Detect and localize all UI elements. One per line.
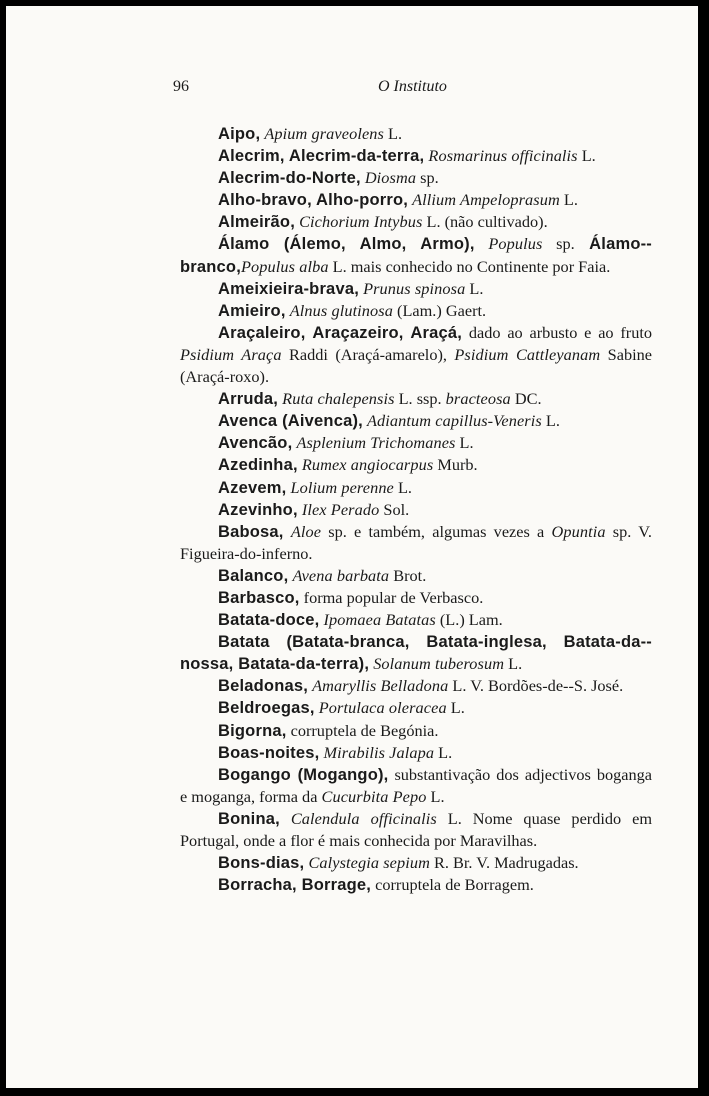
glossary-entry <box>180 233 652 277</box>
common-name: Bigorna, <box>218 721 287 740</box>
scientific-name: Aloe <box>290 521 322 541</box>
common-name: Barbasco, <box>218 588 300 607</box>
entry-text: L. Nome quase perdido em Portugal, onde a flor é mais conhecida por Maravilhas. <box>180 808 652 850</box>
common-name: Arruda, <box>218 390 279 409</box>
glossary-entry <box>180 720 652 742</box>
entry-text: L. mais conhecido no Continente por Faia. <box>328 256 611 276</box>
scientific-name: Psidium Cattleyanam <box>454 344 601 364</box>
glossary-list <box>180 123 652 896</box>
entry-text: sp. <box>416 168 439 188</box>
scientific-name: Prunus spinosa <box>363 278 466 298</box>
scientific-name: Ruta chalepensis <box>282 389 395 409</box>
common-name: Ameixieira-brava, <box>218 279 359 298</box>
common-name: Bons-dias, <box>218 854 305 873</box>
common-name: Azedinha, <box>218 456 298 475</box>
common-name: Beldroegas, <box>218 699 315 718</box>
entry-text: L. ssp. <box>394 389 446 409</box>
glossary-entry <box>180 609 652 631</box>
page-number: 96 <box>173 78 189 95</box>
book-page <box>6 6 698 1088</box>
entry-text: R. Br. V. Madrugadas. <box>429 853 579 873</box>
scientific-name: Rosmarinus officinalis <box>428 146 578 166</box>
entry-text: L. (não cultivado). <box>422 212 548 232</box>
scientific-name: Asplenium Trichomanes <box>296 433 456 453</box>
entry-text: corruptela de Borragem. <box>371 875 534 895</box>
common-name: Álamo--branco, <box>180 235 652 276</box>
scientific-name: Ipomaea Batatas <box>323 610 436 630</box>
scientific-name: Avena barbata <box>292 565 390 585</box>
entry-text: L. <box>446 698 465 718</box>
entry-text: L. V. Bordões-de--S. José. <box>448 676 624 696</box>
common-name: Alho-bravo, Alho-porro, <box>218 191 409 210</box>
glossary-entry <box>180 454 652 476</box>
glossary-entry <box>180 123 652 145</box>
entry-text: dado ao arbusto e ao fruto <box>462 322 653 342</box>
entry-text: Brot. <box>389 565 427 585</box>
scientific-name: Apium graveolens <box>264 124 384 143</box>
entry-text: Sol. <box>379 499 410 519</box>
glossary-entry <box>180 322 652 388</box>
common-name: Beladonas, <box>218 677 309 696</box>
scientific-name: Rumex angiocarpus <box>301 455 434 475</box>
glossary-entry <box>180 852 652 874</box>
glossary-entry <box>180 278 652 300</box>
glossary-entry <box>180 697 652 719</box>
entry-text: L. <box>393 477 412 497</box>
scientific-name: Cucurbita Pepo <box>321 786 427 806</box>
common-name: Batata (Batata-branca, Batata-inglesa, Batata-da--nossa, Batata-da-terra), <box>180 633 652 674</box>
common-name: Alecrim-do-Norte, <box>218 169 361 188</box>
entry-text: (Lam.) Gaert. <box>392 300 487 320</box>
glossary-entry <box>180 587 652 609</box>
scientific-name: Adiantum capillus-Veneris <box>367 411 542 431</box>
scientific-name: Populus alba <box>241 256 329 276</box>
entry-text: L. <box>559 190 578 210</box>
glossary-entry <box>180 742 652 764</box>
scientific-name: Mirabilis Jalapa <box>323 742 435 762</box>
glossary-entry <box>180 675 652 697</box>
entry-text: sp. V. Figueira-do-inferno. <box>180 521 653 563</box>
common-name: Aipo, <box>218 125 261 143</box>
glossary-entry <box>180 521 652 565</box>
scientific-name: Allium Ampeloprasum <box>412 190 560 210</box>
glossary-entry <box>180 167 652 189</box>
entry-text: corruptela de Begónia. <box>286 720 439 740</box>
entry-text: forma popular de Verbasco. <box>299 587 484 607</box>
entry-text: L. <box>577 146 596 166</box>
scientific-name: bracteosa <box>445 389 511 409</box>
scientific-name: Populus <box>488 234 543 254</box>
common-name: Batata-doce, <box>218 611 320 630</box>
scientific-name: Alnus glutinosa <box>289 300 393 320</box>
common-name: Araçaleiro, Araçazeiro, Araçá, <box>218 323 463 342</box>
common-name: Bonina, <box>218 809 280 828</box>
glossary-entry <box>180 410 652 432</box>
scientific-name: Ilex Perado <box>301 499 380 519</box>
entry-text: L. <box>541 411 560 431</box>
common-name: Borracha, Borrage, <box>218 876 372 895</box>
running-header <box>173 78 463 100</box>
entry-text: Sabine (Araçá-roxo). <box>180 344 652 387</box>
common-name: Álamo (Álemo, Almo, Armo), <box>218 235 475 254</box>
scientific-name: Cichorium Intybus <box>299 212 423 232</box>
glossary-entry <box>180 874 652 896</box>
entry-text: Raddi (Araçá-amarelo), <box>281 344 455 364</box>
entry-text: L. <box>465 278 484 298</box>
common-name: Avencão, <box>218 434 293 453</box>
entry-text: L. <box>504 654 523 674</box>
glossary-entry <box>180 145 652 167</box>
scientific-name: Diosma <box>364 168 417 188</box>
entry-text: L. <box>434 742 453 762</box>
entry-text: Murb. <box>433 455 478 475</box>
glossary-entry <box>180 211 652 233</box>
glossary-entry <box>180 477 652 499</box>
common-name: Avenca (Aivenca), <box>218 412 363 431</box>
entry-text: substantivação dos adjectivos boganga e moganga, forma da <box>180 764 652 806</box>
scientific-name: Portulaca oleracea <box>318 698 447 718</box>
common-name: Azevem, <box>218 478 287 497</box>
glossary-entry <box>180 631 652 675</box>
glossary-entry <box>180 300 652 322</box>
entry-text: sp. e também, algumas vezes a <box>321 521 552 541</box>
common-name: Azevinho, <box>218 500 298 519</box>
entry-text: L. <box>426 786 445 806</box>
common-name: Bogango (Mogango), <box>218 765 389 784</box>
entry-text: L. <box>455 433 474 453</box>
entry-text: DC. <box>510 389 542 409</box>
glossary-entry <box>180 432 652 454</box>
scientific-name: Calendula officinalis <box>290 808 437 828</box>
scientific-name: Psidium Araça <box>180 344 282 364</box>
entry-text: L. <box>383 124 403 143</box>
glossary-entry <box>180 189 652 211</box>
common-name: Balanco, <box>218 566 289 585</box>
common-name: Boas-noites, <box>218 743 320 762</box>
scientific-name: Amaryllis Belladona <box>312 676 449 696</box>
scientific-name: Solanum tuberosum <box>373 654 505 674</box>
glossary-entry <box>180 764 652 808</box>
glossary-entry <box>180 808 652 852</box>
glossary-entry <box>180 499 652 521</box>
running-title: O Instituto <box>378 78 447 95</box>
common-name: Babosa, <box>218 522 284 541</box>
scientific-name: Lolium perenne <box>290 477 394 497</box>
scientific-name: Calystegia sepium <box>308 853 430 873</box>
common-name: Alecrim, Alecrim-da-terra, <box>218 147 425 166</box>
entry-text: (L.) Lam. <box>435 610 503 630</box>
glossary-entry <box>180 388 652 410</box>
scientific-name: Opuntia <box>551 521 606 541</box>
common-name: Almeirão, <box>218 213 295 232</box>
entry-text: sp. <box>542 234 575 254</box>
common-name: Amieiro, <box>218 301 286 320</box>
glossary-entry <box>180 565 652 587</box>
